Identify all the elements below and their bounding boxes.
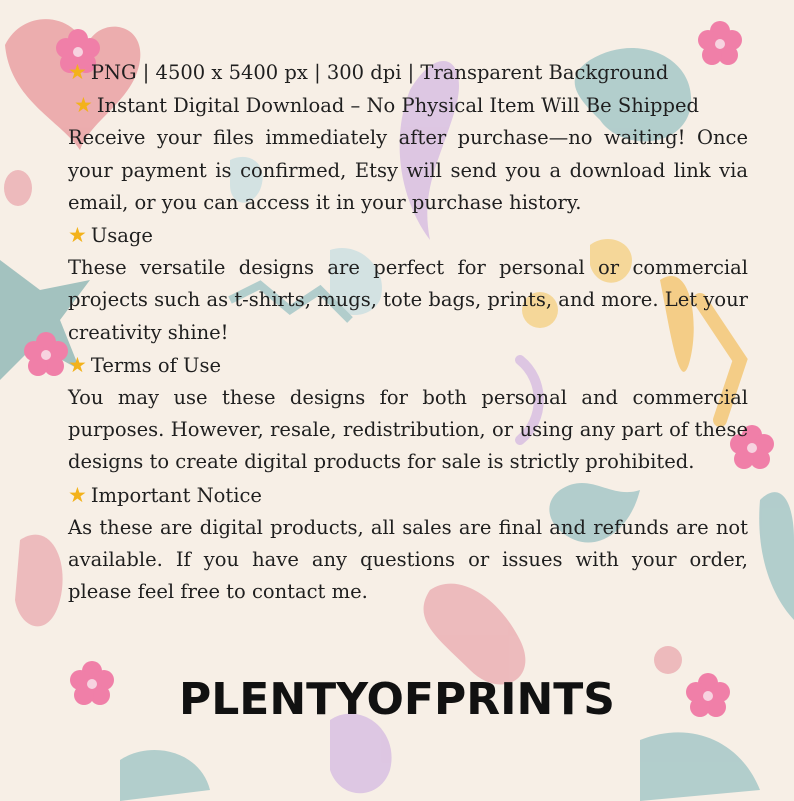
heading-usage: ★ Usage xyxy=(68,223,153,248)
paragraph-download-info: Receive your files immediately after purchase—no waiting! Once your payment is confirmed, Etsy will send you a download link via email, or you can access it in your purchase history. xyxy=(68,126,748,214)
star-icon: ★ xyxy=(68,223,87,248)
star-icon: ★ xyxy=(68,482,87,507)
paragraph-terms: You may use these designs for both personal and commercial purposes. However, resale, redistribution, or using any part of these designs to create digital products for sale is strictly prohibited. xyxy=(68,386,748,474)
star-icon: ★ xyxy=(68,60,87,84)
description-text xyxy=(68,56,748,608)
heading-terms-of-use: ★ Terms of Use xyxy=(68,352,222,377)
heading-file-specs: ★ PNG | 4500 x 5400 px | 300 dpi | Transparent Background xyxy=(68,60,669,84)
brand-name: PLENTYOFPRINTS xyxy=(179,674,615,725)
paragraph-notice: As these are digital products, all sales are final and refunds are not available. If you have any questions or issues with your order, please feel free to contact me. xyxy=(68,515,748,604)
paragraph-usage: These versatile designs are perfect for personal or commercial projects such as t-shirts, mugs, tote bags, prints, and more. Let your creativity shine! xyxy=(68,256,748,344)
heading-instant-download: ★ Instant Digital Download – No Physical Item Will Be Shipped xyxy=(74,93,700,118)
star-icon: ★ xyxy=(74,93,93,118)
heading-important-notice: ★ Important Notice xyxy=(68,482,262,507)
star-icon: ★ xyxy=(68,352,87,377)
